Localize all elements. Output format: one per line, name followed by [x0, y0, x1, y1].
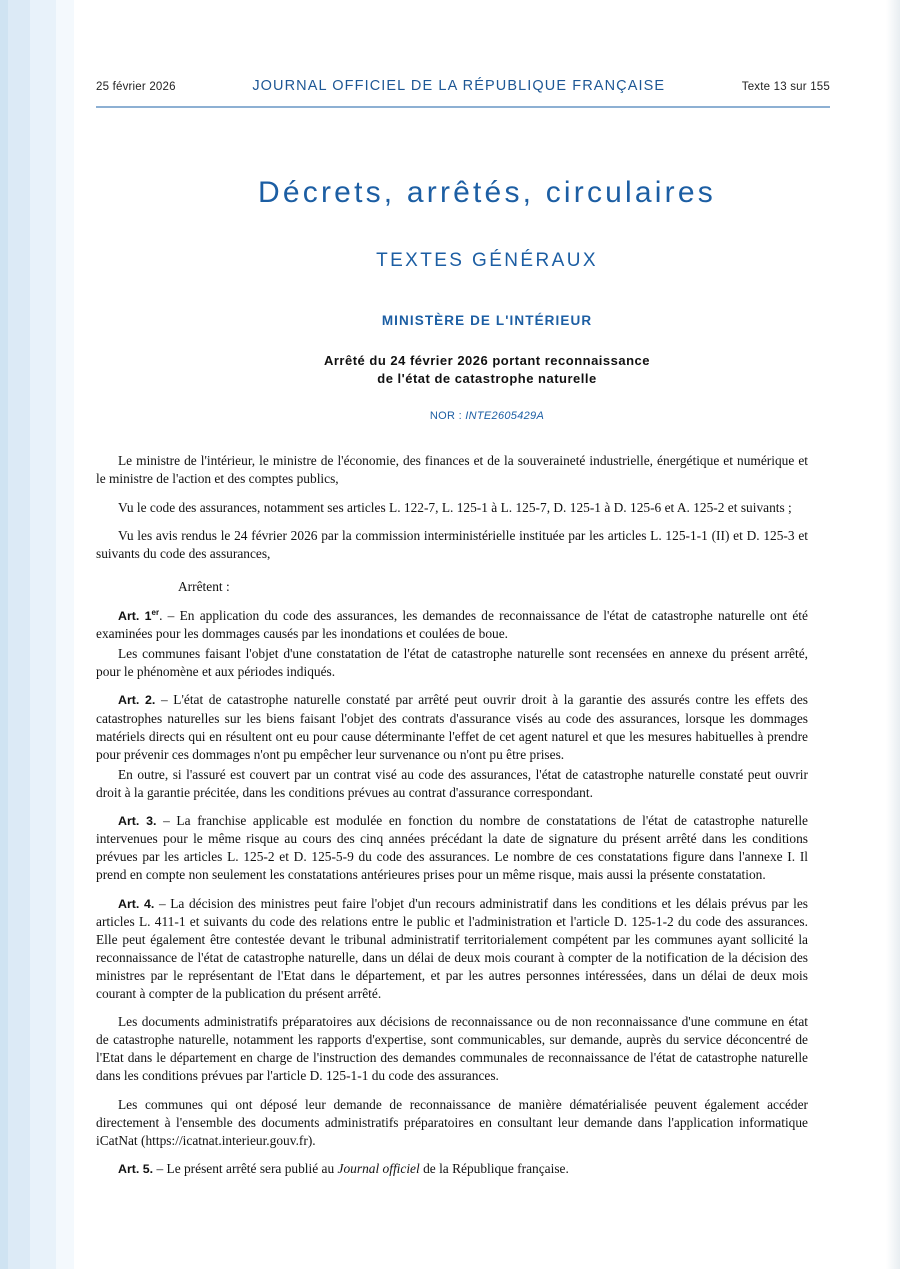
decree-title	[74, 352, 900, 389]
header-date: 25 février 2026	[96, 81, 176, 93]
article-1-label-sup: er	[151, 607, 160, 617]
article-2-paragraph	[96, 691, 808, 763]
journal-title: JOURNAL OFFICIEL DE LA RÉPUBLIQUE FRANÇAISE	[252, 78, 666, 94]
article-1-text: En application du code des assurances, les demandes de reconnaissance de l'état de catastrophe naturelle ont été examinées pour les dommages causés par les inondations et coulées de boue.	[96, 607, 808, 641]
article-2-text: L'état de catastrophe naturelle constaté par arrêté peut ouvrir droit à la garantie des assurés contre les effets des catastrophes naturelles sur les biens faisant l'objet des contrats d'assurance visés au code des assurances, lorsque les dommages matériels directs qui en résultent ont eu pour cause déterminante l'effet de cet agent naturel et que les mesures habituelles à prendre pour prévenir ces dommages n'ont pu empêcher leur survenance ou n'ont pu être prises.	[96, 692, 808, 762]
preamble-paragraph-2: Vu le code des assurances, notamment ses articles L. 122-7, L. 125-1 à L. 125-7, D. 125-1 à D. 125-6 et A. 125-2 et suivants ;	[118, 499, 792, 515]
article-2-label: Art. 2.	[118, 693, 156, 708]
article-4-label: Art. 4.	[118, 896, 155, 911]
page-title: Décrets, arrêtés, circulaires	[258, 176, 716, 209]
ministry-title: MINISTÈRE DE L'INTÉRIEUR	[381, 313, 593, 328]
nor-reference	[74, 410, 900, 422]
article-3-paragraph	[96, 812, 808, 884]
article-5-text-after: de la République française.	[419, 1161, 569, 1177]
article-1-paragraph	[96, 607, 808, 643]
article-1-label	[118, 609, 159, 623]
article-4-paragraph-3: Les communes qui ont déposé leur demande de reconnaissance de manière dématérialisée peuvent également accéder directement à l'ensemble des documents administratifs préparatoires en consultant leur demande dans l'application informatique iCatNat (https://icatnat.interieur.gouv.fr).	[96, 1096, 808, 1148]
page-header	[96, 78, 830, 94]
article-3-text: La franchise applicable est modulée en fonction du nombre de constatations de l'état de catastrophe naturelle intervenues pour le même risque au cours des cinq années précédant la date de signature du présent arrêté dans les conditions prévues par les articles L. 125-2 et D. 125-5-9 du code des assurances. Le nombre de ces constatations figure dans l'annexe I. Il prend en compte non seulement les constatations antérieures prises pour un même risque, mais aussi la présente constatation.	[96, 813, 809, 883]
article-1-label-text: Art. 1	[118, 608, 152, 623]
article-5-paragraph	[96, 1160, 808, 1178]
article-1-dash: . –	[159, 607, 180, 623]
article-3-label: Art. 3.	[118, 814, 157, 829]
decree-title-line2: de l'état de catastrophe naturelle	[377, 371, 597, 387]
article-4-text: La décision des ministres peut faire l'objet d'un recours administratif dans les conditions et les délais prévus par les articles L. 411-1 et suivants du code des relations entre le public et l'administration et l'article D. 125-1-2 du code des assurances. Elle peut également être contestée devant le tribunal administratif territorialement compétent par les communes ayant sollicité la reconnaissance de l'état de catastrophe naturelle, dans un délai de deux mois courant à compter de la notification de la décision des ministres par le représentant de l'Etat dans le département, et par les autres personnes intéressées, dans un délai de deux mois courant à compter de la publication du présent arrêté.	[96, 895, 808, 1001]
header-divider	[96, 106, 830, 108]
article-4-dash: –	[154, 895, 171, 911]
preamble-paragraph-3: Vu les avis rendus le 24 février 2026 par la commission interministérielle instituée par les articles L. 125-1-1 (II) et D. 125-3 et suivants du code des assurances,	[96, 527, 808, 561]
article-5-italic: Journal officiel	[337, 1161, 420, 1177]
article-1-paragraph-2: Les communes faisant l'objet d'une constatation de l'état de catastrophe naturelle sont recensées en annexe du présent arrêté, pour le phénomène et aux périodes indiqués.	[96, 645, 808, 679]
article-2-paragraph-2: En outre, si l'assuré est couvert par un contrat visé au code des assurances, l'état de catastrophe naturelle constaté peut ouvrir droit à la garantie précitée, dans les conditions prévues au contrat d'assurance correspondant.	[96, 766, 808, 800]
article-5-label: Art. 5.	[118, 1162, 154, 1177]
article-4-paragraph	[96, 895, 808, 1003]
article-3-dash: –	[156, 813, 177, 829]
article-5-dash: –	[153, 1161, 167, 1177]
preamble-paragraph-1: Le ministre de l'intérieur, le ministre de l'économie, des finances et de la souveraineté industrielle, énergétique et numérique et le ministre de l'action et des comptes publics,	[96, 453, 808, 487]
section-title: TEXTES GÉNÉRAUX	[376, 250, 598, 271]
article-2-dash: –	[155, 692, 174, 708]
header-folio: Texte 13 sur 155	[741, 81, 830, 93]
document-body	[96, 452, 808, 1180]
decree-title-line1: Arrêté du 24 février 2026 portant reconnaissance	[323, 353, 651, 368]
article-4-paragraph-2: Les documents administratifs préparatoires aux décisions de reconnaissance ou de non reconnaissance d'une commune en état de catastrophe naturelle, notamment les rapports d'expertise, sont communicables, sur demande, auprès du service déconcentré de l'Etat dans le département en charge de l'instruction des demandes communales de reconnaissance de l'état de catastrophe naturelle dans les conditions prévues par l'article D. 125-1-1 du code des assurances.	[96, 1014, 808, 1084]
arretent-line: Arrêtent :	[178, 579, 230, 595]
article-5-text-before: Le présent arrêté sera publié au	[166, 1161, 338, 1177]
nor-label: NOR :	[429, 410, 466, 422]
nor-value: INTE2605429A	[465, 410, 545, 422]
